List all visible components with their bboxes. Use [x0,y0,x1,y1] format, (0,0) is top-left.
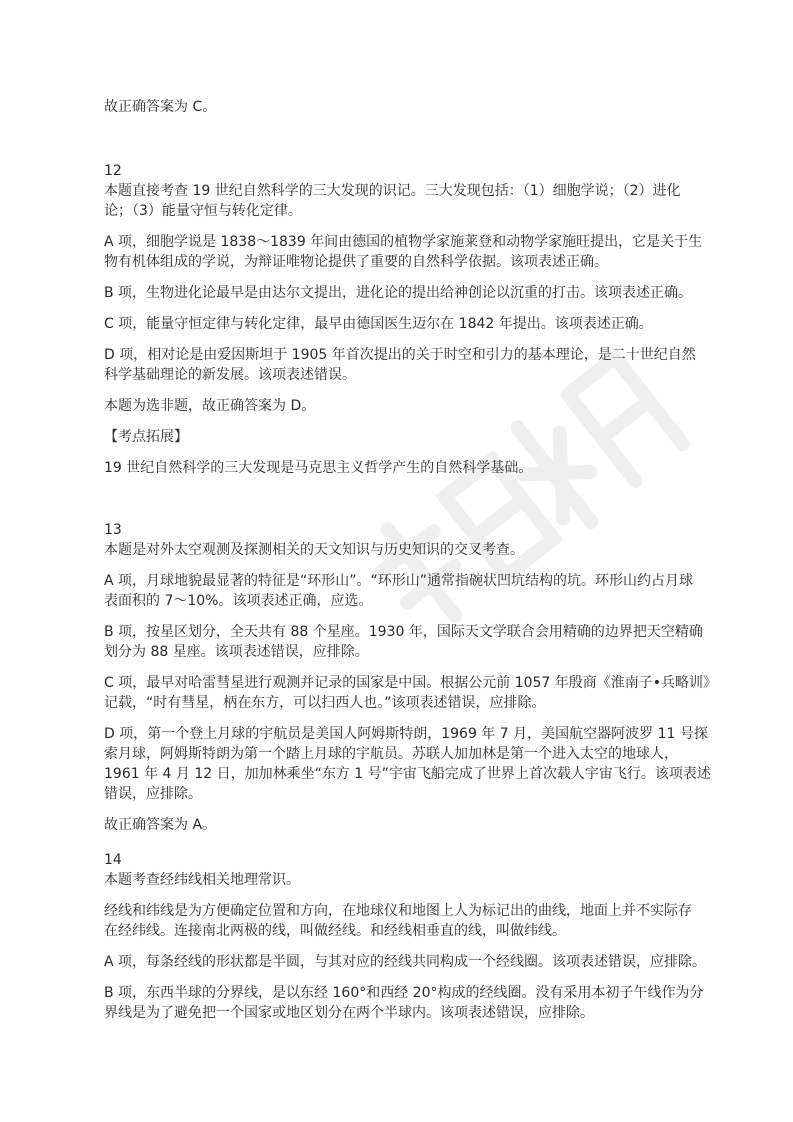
watermark [330,340,750,670]
paragraph-line: 物有机体组成的学说，为辩证唯物论提供了重要的自然科学依据。该项表述正确。 [104,254,608,270]
paragraph-line: C 项，最早对哈雷彗星进行观测并记录的国家是中国。根据公元前 1057 年殷商《淮南子•兵略训》 [104,675,718,691]
paragraph-line: D 项，第一个登上月球的宇航员是美国人阿姆斯特朗，1969 年 7 月，美国航空器阿波罗 11 号探 [104,726,708,742]
paragraph-line: B 项，按星区划分，全天共有 88 个星座。1930 年，国际天文学联合会用精确的边界把天空精确 [104,624,703,640]
answer-line-12: 本题为选非题，故正确答案为 D。 [104,398,316,414]
paragraph-line: 记载，“时有彗星，柄在东方，可以扫西人也。”该项表述错误，应排除。 [104,695,546,711]
paragraph-line: B 项，生物进化论最早是由达尔文提出，进化论的提出给神创论以沉重的打击。该项表述正确。 [104,285,693,301]
paragraph-line: 界线是为了避免把一个国家或地区划分在两个半球内。该项表述错误，应排除。 [104,1005,594,1021]
paragraph-line: 本题是对外太空观测及探测相关的天文知识与历史知识的交叉考查。 [104,542,524,558]
watermark-stamp [330,340,750,670]
answer-line-13: 故正确答案为 A。 [104,817,217,833]
question-number-14: 14 [104,852,122,868]
paragraph-line: A 项，每条经线的形状都是半圆，与其对应的经线共同构成一个经线圈。该项表述错误，应排除。 [104,954,707,970]
paragraph-line: 经线和纬线是为方便确定位置和方向，在地球仪和地图上人为标记出的曲线，地面上并不实际存 [104,903,692,919]
paragraph-line: 在经纬线。连接南北两极的线，叫做经线。和经线相垂直的线，叫做纬线。 [104,923,566,939]
paragraph-line: 科学基础理论的新发展。该项表述错误。 [104,367,356,383]
paragraph-line: B 项，东西半球的分界线，是以东经 160°和西经 20°构成的经线圈。没有采用本初子午线作为分 [104,985,704,1001]
paragraph-line: A 项，细胞学说是 1838～1839 年间由德国的植物学家施莱登和动物学家施旺提出，它是关于生 [104,234,703,250]
paragraph-line: 表面积的 7～10%。该项表述正确，应选。 [104,593,373,609]
paragraph-line: 索月球，阿姆斯特朗为第一个踏上月球的宇航员。苏联人加加林是第一个进入太空的地球人， [104,746,678,762]
paragraph-line: A 项，月球地貌最显著的特征是“环形山”。“环形山”通常指碗状凹坑结构的坑。环形山约占月球 [104,573,694,589]
paragraph-line: 1961 年 4 月 12 日，加加林乘坐“东方 1 号”宇宙飞船完成了世界上首次载人宇宙飞行。该项表述 [104,766,711,782]
answer-line-11: 故正确答案为 C。 [104,99,217,115]
question-number-13: 13 [104,522,122,538]
paragraph-line: 划分为 88 星座。该项表述错误，应排除。 [104,644,369,660]
question-number-12: 12 [104,163,122,179]
paragraph-line: D 项，相对论是由爱因斯坦于 1905 年首次提出的关于时空和引力的基本理论，是二十世纪自然 [104,347,696,363]
paragraph-line: 论；（3）能量守恒与转化定律。 [104,203,302,219]
paragraph-line: C 项，能量守恒定律与转化定律，最早由德国医生迈尔在 1842 年提出。该项表述正确。 [104,316,653,332]
section-heading: 【考点拓展】 [104,429,188,445]
paragraph-line: 错误，应排除。 [104,786,202,802]
paragraph-line: 19 世纪自然科学的三大发现是马克思主义哲学产生的自然科学基础。 [104,460,533,476]
paragraph-line: 本题考查经纬线相关地理常识。 [104,872,300,888]
paragraph-line: 本题直接考查 19 世纪自然科学的三大发现的识记。三大发现包括：（1）细胞学说；（2）进化 [104,183,681,199]
